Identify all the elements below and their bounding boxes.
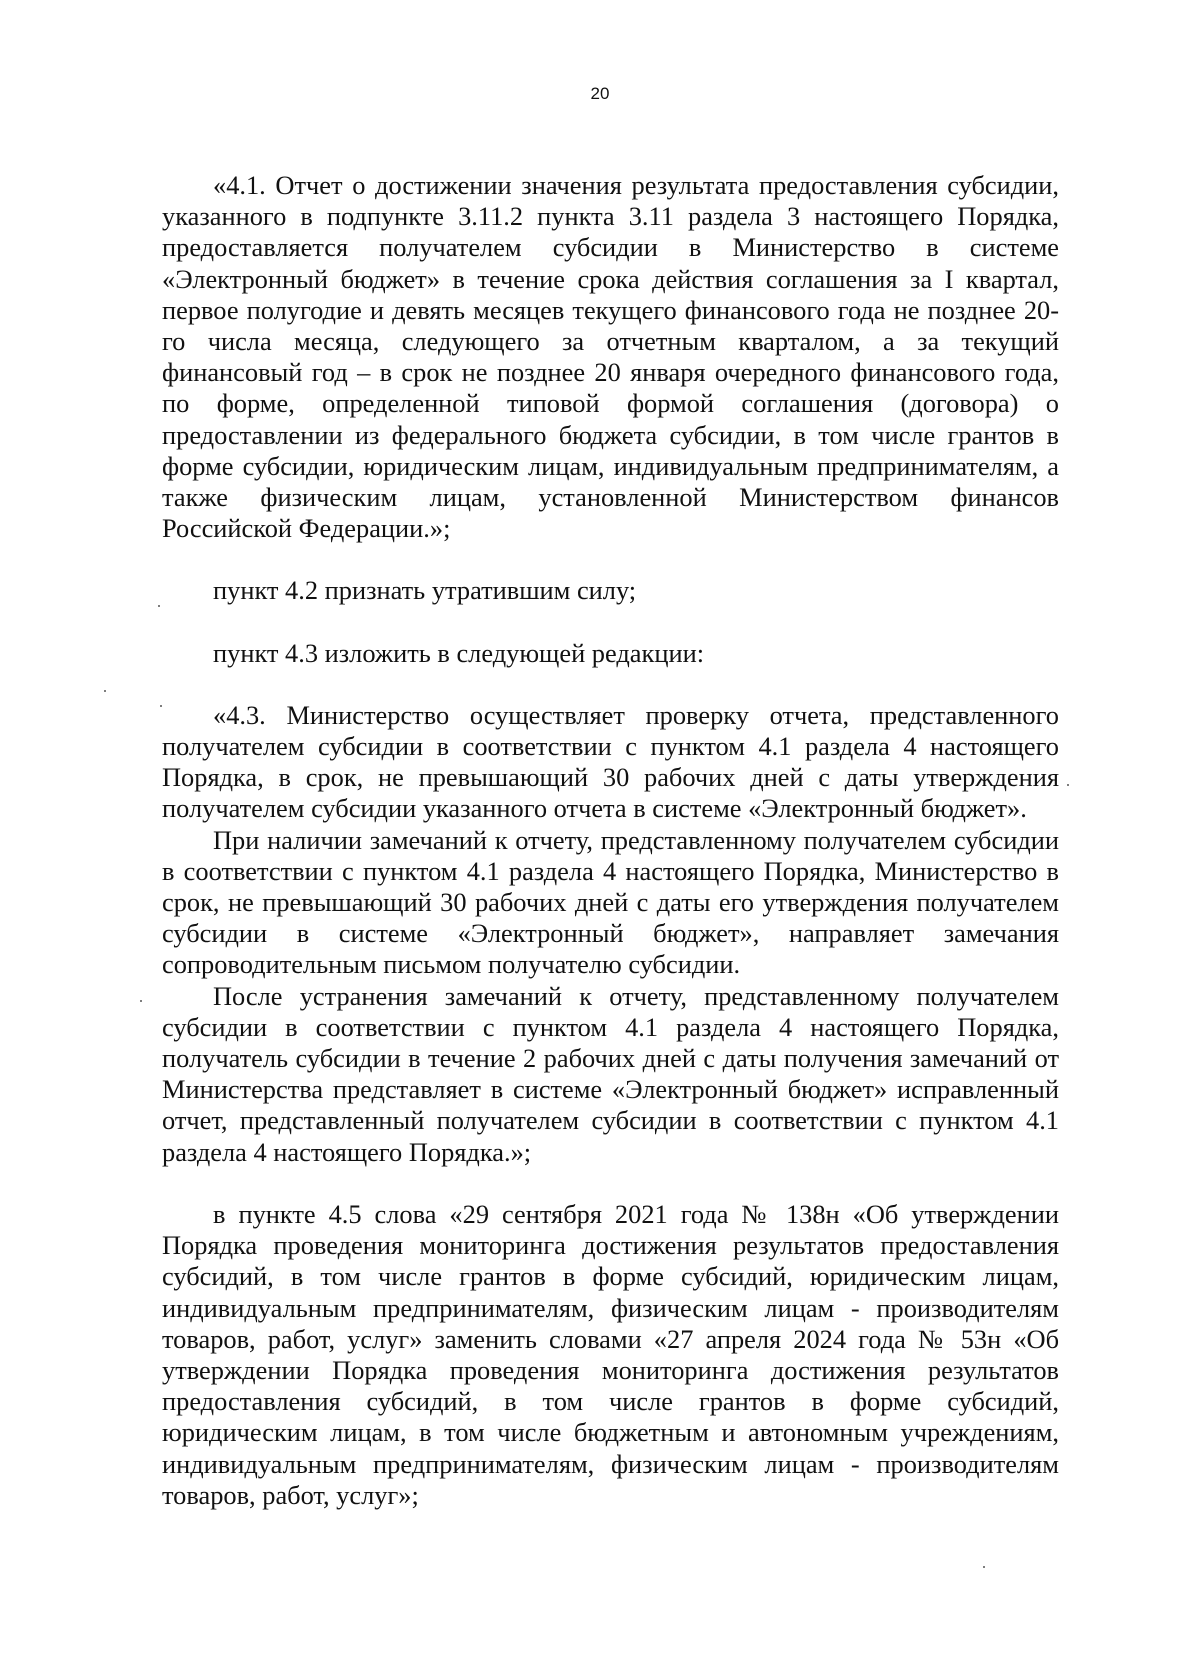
scan-speck [983,1566,985,1568]
paragraph-remarks: При наличии замечаний к отчету, представленному получателем субсидии в соответствии с пунктом 4.1 раздела 4 настоящего Порядка, Министерство в срок, не превышающий 30 рабочих дней с даты его утверждения получателем субсидии в системе «Электронный бюджет», направляет замечания сопроводительным письмом получателю субсидии. [162,824,1059,980]
paragraph-4-3: «4.3. Министерство осуществляет проверку отчета, представленного получателем субсидии в соответствии с пунктом 4.1 раздела 4 настоящего Порядка, в срок, не превышающий 30 рабочих дней с даты утверждения получателем субсидии указанного отчета в системе «Электронный бюджет». [162,699,1059,824]
scan-speck [140,1000,142,1002]
document-body [162,170,1059,1511]
paragraph-corrections: После устранения замечаний к отчету, представленному получателем субсидии в соответствии с пунктом 4.1 раздела 4 настоящего Порядка, получатель субсидии в течение 2 рабочих дней с даты получения замечаний от Министерства представляет в системе «Электронный бюджет» исправленный отчет, представленный получателем субсидии в соответствии с пунктом 4.1 раздела 4 настоящего Порядка.»; [162,980,1059,1167]
paragraph-4-2-repeal: пункт 4.2 признать утратившим силу; [213,575,637,606]
page-number: 20 [590,84,610,103]
scan-speck [158,605,160,607]
scan-speck [104,690,106,692]
paragraph-4-5: в пункте 4.5 слова «29 сентября 2021 года № 138н «Об утверждении Порядка проведения мониторинга достижения результатов предоставления субсидий, в том числе грантов в форме субсидий, юридическим лицам, индивидуальным предпринимателям, физическим лицам - производителям товаров, работ, услуг» заменить словами «27 апреля 2024 года № 53н «Об утверждении Порядка проведения мониторинга достижения результатов предоставления субсидий, в том числе грантов в форме субсидий, юридическим лицам, в том числе бюджетным и автономным учреждениям, индивидуальным предпринимателям, физическим лицам - производителям товаров, работ, услуг»; [162,1198,1059,1510]
paragraph-4-3-intro: пункт 4.3 изложить в следующей редакции: [213,637,705,668]
scan-speck [160,705,162,707]
paragraph-4-1: «4.1. Отчет о достижении значения результата предоставления субсидии, указанного в подпункте 3.11.2 пункта 3.11 раздела 3 настоящего Порядка, предоставляется получателем субсидии в Министерство в системе «Электронный бюджет» в течение срока действия соглашения за I квартал, первое полугодие и девять месяцев текущего финансового года не позднее 20-го числа месяца, следующего за отчетным кварталом, а за текущий финансовый год – в срок не позднее 20 января очередного финансового года, по форме, определенной типовой формой соглашения (договора) о предоставлении из федерального бюджета субсидии, в том числе грантов в форме субсидии, юридическим лицам, индивидуальным предпринимателям, а также физическим лицам, установленной Министерством финансов Российской Федерации.»; [162,170,1059,544]
scan-speck [1067,784,1069,786]
